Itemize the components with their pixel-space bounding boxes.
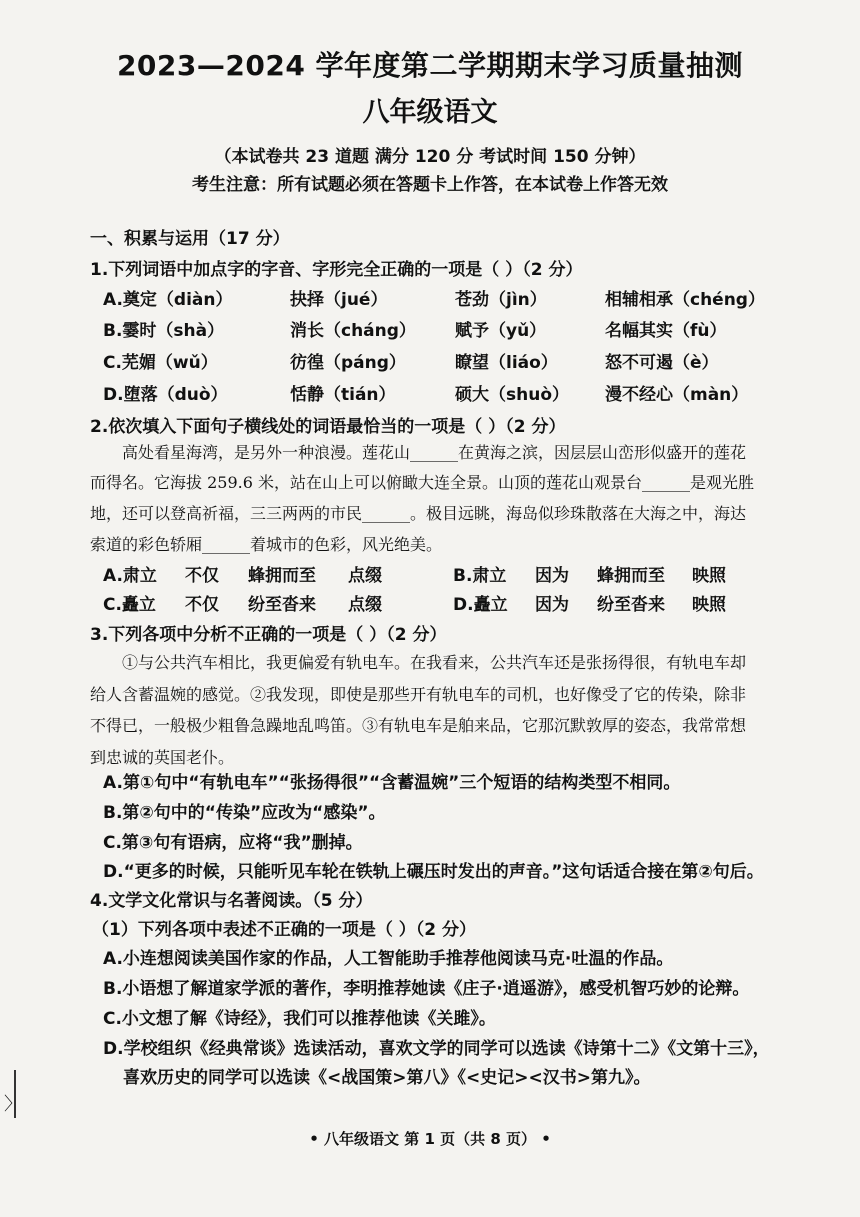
question-2-option-word: 映照	[692, 566, 726, 586]
question-3-passage-line: 不得已，一般极少粗鲁急躁地乱鸣笛。③有轨电车是舶来品，它那沉默敦厚的姿态，我常常想	[90, 716, 747, 735]
question-1-option-cell: 漫不经心（màn）	[605, 385, 749, 405]
question-2-option-word: 因为	[535, 566, 569, 586]
question-2-option-word: 纷至沓来	[248, 595, 316, 615]
question-1-option-cell: B.霎时（shà）	[103, 321, 225, 341]
page-subtitle: 八年级语文	[362, 97, 498, 128]
question-2-option-word: 点缀	[348, 566, 382, 586]
exam-notice: 考生注意：所有试题必须在答题卡上作答，在本试卷上作答无效	[192, 175, 668, 195]
section-title: 一、积累与运用（17 分）	[90, 229, 290, 249]
question-1-option-cell: A.奠定（diàn）	[103, 290, 233, 310]
question-2-stem: 2.依次填入下面句子横线处的词语最恰当的一项是（ ）（2 分）	[90, 417, 566, 437]
question-2-passage-line: 地，还可以登高祈福，三三两两的市民______。极目远眺，海岛似珍珠散落在大海之中，海达	[90, 504, 747, 523]
question-1-option-cell: D.堕落（duò）	[103, 385, 228, 405]
question-3-option-a: A.第①句中“有轨电车”“张扬得很”“含蓄温婉”三个短语的结构类型不相同。	[103, 773, 681, 793]
question-4-option-c: C.小文想了解《诗经》，我们可以推荐他读《关雎》。	[103, 1009, 496, 1029]
question-3-passage-line: 到忠诚的英国老仆。	[90, 748, 235, 767]
question-4-option-a: A.小连想阅读美国作家的作品，人工智能助手推荐他阅读马克·吐温的作品。	[103, 949, 674, 969]
question-1-option-cell: 瞭望（liáo）	[455, 353, 558, 373]
question-3-option-d: D.“更多的时候，只能听见车轮在铁轨上碾压时发出的声音。”这句话适合接在第②句后。	[103, 862, 764, 882]
question-3-stem: 3.下列各项中分析不正确的一项是（ ）（2 分）	[90, 625, 447, 645]
question-2-option-word: D.矗立	[453, 595, 508, 615]
question-1-option-cell: 硕大（shuò）	[455, 385, 570, 405]
question-1-option-cell: 消长（cháng）	[290, 321, 416, 341]
question-2-option-word: 不仅	[185, 566, 219, 586]
question-4-sub-1: （1）下列各项中表述不正确的一项是（ ）（2 分）	[92, 920, 476, 940]
question-1-option-cell: 怒不可遏（è）	[605, 353, 719, 373]
question-4-option-d: D.学校组织《经典常谈》选读活动，喜欢文学的同学可以选读《诗第十二》《文第十三》，	[103, 1039, 770, 1059]
question-3-option-b: B.第②句中的“传染”应改为“感染”。	[103, 803, 386, 823]
question-2-option-word: 因为	[535, 595, 569, 615]
question-2-option-word: 点缀	[348, 595, 382, 615]
page-footer: • 八年级语文 第 1 页（共 8 页） •	[309, 1130, 551, 1148]
question-1-option-cell: 彷徨（páng）	[290, 353, 406, 373]
margin-mark: 〉	[4, 1094, 22, 1115]
question-1-option-cell: 苍劲（jìn）	[455, 290, 547, 310]
question-3-option-c: C.第③句有语病，应将“我”删掉。	[103, 833, 363, 853]
question-2-passage-line: 索道的彩色轿厢______着城市的色彩，风光绝美。	[90, 535, 443, 554]
question-2-passage-line: 而得名。它海拔 259.6 米，站在山上可以俯瞰大连全景。山顶的莲花山观景台______是观光胜	[90, 473, 754, 492]
question-4-option-d-cont: 喜欢历史的同学可以选读《<战国策>第八》《<史记><汉书>第九》。	[123, 1068, 651, 1088]
page-title: 2023—2024 学年度第二学期期末学习质量抽测	[116, 49, 744, 82]
question-2-option-word: B.肃立	[453, 566, 507, 586]
question-2-option-word: 纷至沓来	[597, 595, 665, 615]
question-2-option-word: 不仅	[185, 595, 219, 615]
exam-info: （本试卷共 23 道题 满分 120 分 考试时间 150 分钟）	[214, 147, 646, 167]
question-4-stem: 4.文学文化常识与名著阅读。（5 分）	[90, 891, 373, 911]
question-2-option-word: A.肃立	[103, 566, 157, 586]
question-1-option-cell: 赋予（yǔ）	[455, 321, 547, 341]
question-4-option-b: B.小语想了解道家学派的著作，李明推荐她读《庄子·逍遥游》，感受机智巧妙的论辩。	[103, 979, 750, 999]
question-2-option-word: C.矗立	[103, 595, 156, 615]
question-2-option-word: 蜂拥而至	[597, 566, 665, 586]
question-1-option-cell: 恬静（tián）	[290, 385, 396, 405]
question-1-option-cell: C.芜媚（wǔ）	[103, 353, 218, 373]
question-2-option-word: 蜂拥而至	[248, 566, 316, 586]
question-2-passage-line: 高处看星海湾，是另外一种浪漫。莲花山______在黄海之滨，因层层山峦形似盛开的莲花	[122, 443, 747, 462]
question-2-option-word: 映照	[692, 595, 726, 615]
question-3-passage-line: 给人含蓄温婉的感觉。②我发现，即使是那些开有轨电车的司机，也好像受了它的传染，除非	[90, 685, 747, 704]
question-3-passage-line: ①与公共汽车相比，我更偏爱有轨电车。在我看来，公共汽车还是张扬得很，有轨电车却	[122, 653, 747, 672]
question-1-stem: 1.下列词语中加点字的字音、字形完全正确的一项是（ ）（2 分）	[90, 260, 583, 280]
question-1-option-cell: 抉择（jué）	[290, 290, 388, 310]
question-1-option-cell: 名幅其实（fù）	[605, 321, 727, 341]
question-1-option-cell: 相辅相承（chéng）	[605, 290, 765, 310]
